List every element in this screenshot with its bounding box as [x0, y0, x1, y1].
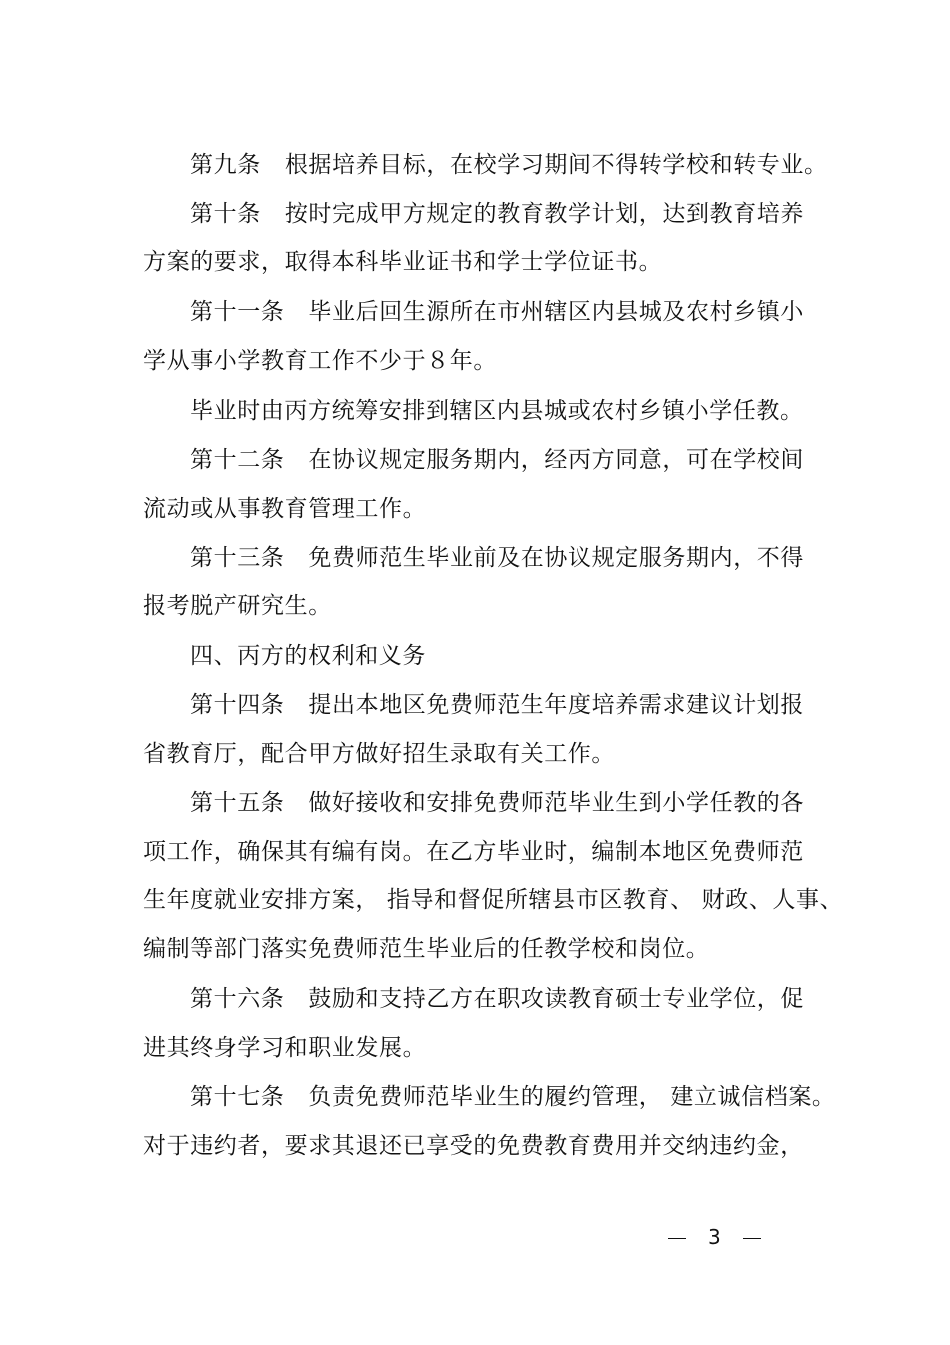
dash-right-icon: [743, 1238, 761, 1239]
article-text: 报考脱产研究生。: [143, 593, 332, 619]
article-heading: 第十七条: [190, 1084, 285, 1110]
text-line: [143, 885, 843, 915]
article-heading: 第十六条: [190, 986, 285, 1012]
article-text: 根据培养目标，在校学习期间不得转学校和转专业。: [284, 152, 828, 178]
article-text: 进其终身学习和职业发展。: [143, 1035, 427, 1061]
section-title: 四、丙方的权利和义务: [190, 643, 426, 669]
text-line: [143, 247, 662, 277]
text-line: [190, 445, 804, 475]
article-text: 免费师范生毕业前及在协议规定服务期内，不得: [308, 545, 805, 571]
article-text: 学从事小学教育工作不少于８年。: [143, 348, 497, 374]
text-line: [143, 837, 804, 867]
article-text: 做好接收和安排免费师范毕业生到小学任教的各: [308, 790, 805, 816]
article-text: 方案的要求，取得本科毕业证书和学士学位证书。: [143, 249, 663, 275]
text-line: [190, 543, 804, 573]
article-text: 按时完成甲方规定的教育教学计划，达到教育培养: [284, 201, 805, 227]
article-text: 生年度就业安排方案， 指导和督促所辖县市区教育、 财政、人事、: [143, 887, 844, 913]
article-text: 毕业后回生源所在市州辖区内县城及农村乡镇小: [308, 299, 805, 325]
text-line: [190, 788, 804, 818]
article-heading: 第九条: [190, 152, 261, 178]
dash-left-icon: [668, 1238, 686, 1239]
text-line: [190, 199, 804, 229]
text-line: [143, 494, 426, 524]
text-line: [143, 346, 497, 376]
article-text: 毕业时由丙方统筹安排到辖区内县城或农村乡镇小学任教。: [190, 398, 804, 424]
text-line: [190, 297, 804, 327]
text-line: [190, 396, 804, 426]
text-line: [143, 1131, 804, 1161]
article-text: 流动或从事教育管理工作。: [143, 496, 427, 522]
text-line: [190, 1082, 836, 1112]
page-number: 3: [708, 1225, 721, 1249]
article-heading: 第十五条: [190, 790, 285, 816]
page-footer: [668, 1222, 761, 1252]
text-line: [143, 1033, 426, 1063]
article-text: 鼓励和支持乙方在职攻读教育硕士专业学位，促: [308, 986, 805, 1012]
section-heading: [190, 641, 426, 671]
text-line: [190, 984, 804, 1014]
article-text: 对于违约者，要求其退还已享受的免费教育费用并交纳违约金，: [143, 1133, 804, 1159]
article-heading: 第十条: [190, 201, 261, 227]
article-text: 编制等部门落实免费师范生毕业后的任教学校和岗位。: [143, 936, 710, 962]
text-line: [143, 591, 332, 621]
text-line: [190, 150, 828, 180]
article-text: 负责免费师范毕业生的履约管理， 建立诚信档案。: [308, 1084, 836, 1110]
article-text: 提出本地区免费师范生年度培养需求建议计划报: [308, 692, 805, 718]
article-heading: 第十一条: [190, 299, 285, 325]
article-text: 在协议规定服务期内，经丙方同意，可在学校间: [308, 447, 805, 473]
article-heading: 第十四条: [190, 692, 285, 718]
article-heading: 第十二条: [190, 447, 285, 473]
text-line: [190, 690, 804, 720]
article-text: 项工作，确保其有编有岗。在乙方毕业时，编制本地区免费师范: [143, 839, 804, 865]
text-line: [143, 934, 709, 964]
text-line: [143, 739, 615, 769]
article-text: 省教育厅，配合甲方做好招生录取有关工作。: [143, 741, 615, 767]
article-heading: 第十三条: [190, 545, 285, 571]
